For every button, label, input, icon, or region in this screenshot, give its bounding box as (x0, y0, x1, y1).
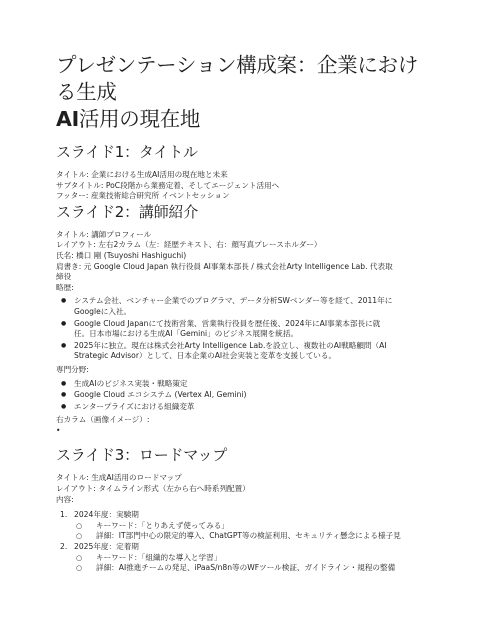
slide3-content-label: 内容: (56, 494, 74, 504)
roadmap-subitem: ○ キーワード：「とりあえず使ってみる」 (56, 521, 428, 532)
right-column-label: 右カラム（画像イメージ）: (56, 415, 150, 425)
roadmap-subitem: ○ 詳細：AI推進チームの発足、iPaaS/n8n等のWFツール検証、ガイドライン・規程の整備 (56, 563, 428, 574)
slide1-subtitle-line: サブタイトル: PoC段階から業務定着、そしてエージェント活用へ (56, 180, 280, 190)
slide3-layout-line: レイアウト: タイムライン形式（左から右へ時系列配置） (56, 484, 250, 494)
slide3-title-line: タイトル: 生成AI活用のロードマップ (56, 473, 182, 483)
slide2-heading: スライド2：講師紹介 (56, 202, 199, 221)
slide2-position-line: 肩書き: 元 Google Cloud Japan 執行役員 AI事業本部長 / 株式会社Arty Intelligence Lab. 代表取 (56, 261, 393, 271)
slide1-heading: スライド1：タイトル (56, 143, 198, 161)
list-item: ● システム会社、ベンチャー企業でのプログラマ、データ分析SWベンダー等を経て、2011年に Googleに入社。 (56, 296, 428, 317)
list-item: ● Google Cloud エコシステム (Vertex AI, Gemini) (56, 390, 428, 401)
slide2-position-line-cont: 締役 (56, 272, 72, 282)
list-item: ● 2025年に独立。現在は株式会社Arty Intelligence Lab.を設立し、複数社のAI戦略顧問（AI Strategic Advisor）として、日本企業のAI社会実装と変革を支援している。 (56, 341, 428, 362)
slide2-layout-line: レイアウト: 左右2カラム（左：経歴テキスト、右：顔写真プレースホルダー） (56, 240, 322, 250)
list-item: ● 生成AIのビジネス実装・戦略策定 (56, 379, 428, 390)
roadmap-list (56, 510, 428, 574)
roadmap-subitem: ○ 詳細：IT部門中心の限定的導入、ChatGPT等の検証利用、セキュリティ懸念による様子見 (56, 531, 428, 542)
document-body (56, 52, 428, 577)
slide2-career-label: 略歴: (56, 282, 74, 292)
roadmap-item: 2. 2025年度：定着期 (60, 542, 139, 552)
slide3-heading: スライド3：ロードマップ (56, 446, 228, 465)
title-line-1: プレゼンテーション構成案：企業における生成 (56, 53, 418, 104)
slide1-title-line: タイトル: 企業における生成AI活用の現在地と未来 (56, 170, 228, 179)
roadmap-item: 1. 2024年度：実験期 (60, 510, 139, 520)
slide2-title-line: タイトル: 講師プロフィール (56, 229, 152, 239)
document-title (56, 52, 428, 133)
roadmap-subitem: ○ キーワード：「組織的な導入と学習」 (56, 553, 428, 564)
slide1-footer-line: フッター: 産業技術総合研究所 イベントセッション (56, 191, 230, 201)
expertise-list (56, 379, 428, 413)
title-line-2: 活用の現在地 (78, 107, 201, 131)
list-item: ● エンタープライズにおける組織変革 (56, 402, 428, 413)
career-list (56, 296, 428, 362)
title-ai-bold: AI (56, 107, 79, 131)
list-item: ● Google Cloud Japanにて技術営業、営業執行役員を歴任後、2024年にAI事業本部長に就 任。日本市場における生成AI「Gemini」のビジネス展開を統括。 (56, 319, 428, 340)
expertise-label: 専門分野: (56, 364, 89, 374)
right-column-bullet: • (56, 425, 61, 435)
slide2-name-line: 氏名: 橋口 剛 (Tsuyoshi Hashiguchi) (56, 250, 187, 260)
